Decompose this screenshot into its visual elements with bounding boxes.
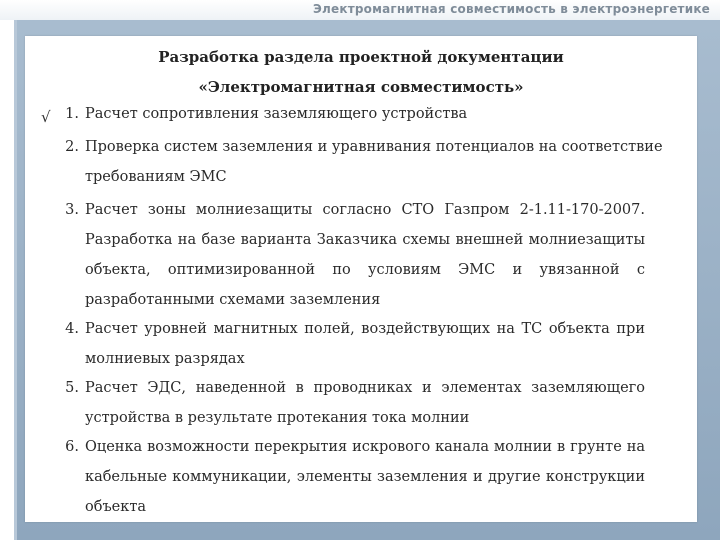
item-line: Проверка систем заземления и уравнивания потенциалов на соответствие	[85, 139, 663, 155]
item-line: объекта, оптимизированной по условиям ЭМС и увязанной с	[85, 262, 645, 278]
item-line: устройства в результате протекания тока молнии	[85, 410, 470, 426]
document-title: Разработка раздела проектной документации	[158, 48, 564, 66]
item-line: Оценка возможности перекрытия искрового канала молнии в грунте на	[85, 439, 645, 455]
item-line: требованиям ЭМС	[85, 169, 227, 185]
left-accent-bar	[0, 0, 14, 540]
document-panel	[25, 36, 697, 522]
item-number: 2.	[65, 139, 79, 155]
left-accent-line	[14, 0, 17, 540]
item-line: объекта	[85, 499, 146, 515]
document-subtitle: «Электромагнитная совместимость»	[198, 78, 524, 96]
item-number: 5.	[65, 380, 79, 396]
item-line: Расчет ЭДС, наведенной в проводниках и элементах заземляющего	[85, 380, 645, 396]
item-line: Расчет сопротивления заземляющего устройства	[85, 106, 468, 122]
item-line: молниевых разрядах	[85, 351, 245, 367]
item-line: Расчет зоны молниезащиты согласно СТО Газпром 2-1.11-170-2007.	[85, 202, 645, 218]
item-number: 1.	[65, 106, 79, 122]
header-band	[0, 0, 720, 20]
item-number: 4.	[65, 321, 79, 337]
item-line: кабельные коммуникации, элементы заземления и другие конструкции	[85, 469, 645, 485]
item-number: 6.	[65, 439, 79, 455]
item-line: Расчет уровней магнитных полей, воздействующих на ТС объекта при	[85, 321, 645, 337]
item-line: разработанными схемами заземления	[85, 292, 381, 308]
check-mark: √	[41, 108, 51, 126]
item-number: 3.	[65, 202, 79, 218]
header-title: Электромагнитная совместимость в электроэнергетике	[313, 2, 710, 16]
item-line: Разработка на базе варианта Заказчика схемы внешней молниезащиты	[85, 232, 645, 248]
